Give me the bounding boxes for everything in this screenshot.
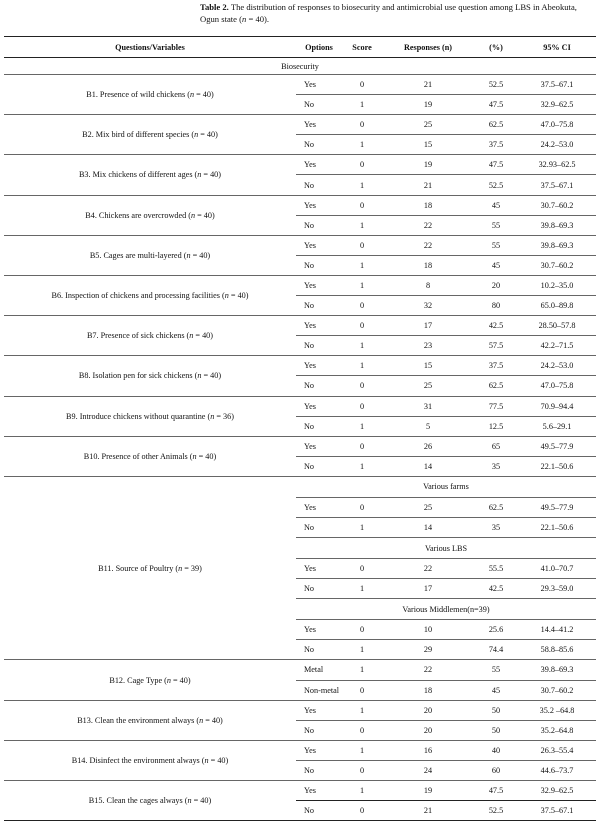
question-label [4,75,296,115]
option-cell: No [296,760,342,780]
responses-cell: 8 [382,275,474,295]
question-n: n [204,755,209,765]
responses-cell: 21 [382,801,474,821]
ci-cell: 22.1–50.6 [518,456,596,476]
ci-cell: 28.50–57.8 [518,316,596,336]
ci-cell: 39.8–69.3 [518,215,596,235]
question-label [4,700,296,740]
question-n-value: = 36) [214,411,234,421]
responses-cell: 10 [382,620,474,640]
question-text: B12. Cage Type ( [109,675,167,685]
option-cell: Yes [296,195,342,215]
score-cell: 0 [342,235,382,255]
percent-cell: 60 [474,760,518,780]
responses-cell: 20 [382,720,474,740]
percent-cell: 77.5 [474,396,518,416]
ci-cell: 35.2 –64.8 [518,700,596,720]
option-cell: Yes [296,115,342,135]
caption-n: n [242,13,247,24]
responses-cell: 16 [382,740,474,760]
responses-cell: 23 [382,336,474,356]
ci-cell: 70.9–94.4 [518,396,596,416]
question-label [4,235,296,275]
percent-cell: 62.5 [474,376,518,396]
percent-cell: 20 [474,275,518,295]
responses-cell: 19 [382,95,474,115]
score-cell: 0 [342,115,382,135]
responses-cell: 22 [382,559,474,579]
ci-cell: 30.7–60.2 [518,255,596,275]
percent-cell: 25.6 [474,620,518,640]
ci-cell: 5.6–29.1 [518,416,596,436]
table-row [4,75,596,95]
question-text: B11. Source of Poultry ( [98,563,179,573]
question-n-value: = 40) [203,715,223,725]
table-row [4,740,596,760]
ci-cell: 49.5–77.9 [518,497,596,517]
question-label [4,115,296,155]
ci-cell: 47.0–75.8 [518,376,596,396]
score-cell: 1 [342,416,382,436]
table-row [4,781,596,801]
score-cell: 1 [342,135,382,155]
score-cell: 1 [342,740,382,760]
table-row [4,356,596,376]
percent-cell: 80 [474,296,518,316]
header-questions: Questions/Variables [4,37,296,58]
table-body [4,58,596,821]
question-n-value: = 40) [208,755,229,765]
ci-cell: 47.0–75.8 [518,115,596,135]
question-text: B14. Disinfect the environment always ( [71,755,205,765]
ci-cell: 65.0–89.8 [518,296,596,316]
question-label [4,396,296,436]
score-cell: 0 [342,760,382,780]
option-cell: Yes [296,700,342,720]
table-row [4,476,596,497]
question-n: n [210,411,215,421]
table-row [4,155,596,175]
option-cell: No [296,579,342,599]
score-cell: 0 [342,720,382,740]
header-responses: Responses (n) [382,37,474,58]
responses-cell: 25 [382,497,474,517]
responses-cell: 32 [382,296,474,316]
percent-cell: 55 [474,660,518,680]
percent-cell: 42.5 [474,579,518,599]
question-label [4,275,296,315]
responses-cell: 19 [382,781,474,801]
score-cell: 0 [342,559,382,579]
option-cell: Yes [296,740,342,760]
score-cell: 0 [342,155,382,175]
percent-cell: 45 [474,680,518,700]
option-cell: Yes [296,235,342,255]
percent-cell: 50 [474,720,518,740]
question-text: B2. Mix bird of different species ( [82,130,195,140]
ci-cell: 22.1–50.6 [518,517,596,537]
ci-cell: 42.2–71.5 [518,336,596,356]
responses-cell: 25 [382,115,474,135]
ci-cell: 44.6–73.7 [518,760,596,780]
score-cell: 0 [342,801,382,821]
header-percent: (%) [474,37,518,58]
responses-cell: 15 [382,356,474,376]
question-n: n [187,796,192,806]
score-cell: 1 [342,660,382,680]
responses-cell: 20 [382,700,474,720]
question-n: n [224,291,229,301]
percent-cell: 35 [474,456,518,476]
question-n: n [178,563,183,573]
responses-cell: 15 [382,135,474,155]
score-cell: 1 [342,640,382,660]
score-cell: 1 [342,336,382,356]
option-cell: No [296,135,342,155]
section-row [4,58,596,75]
question-text: B8. Isolation pen for sick chickens ( [78,371,198,381]
responses-cell: 26 [382,436,474,456]
question-n: n [189,331,194,341]
table-row [4,660,596,680]
option-cell: No [296,720,342,740]
option-cell: No [296,336,342,356]
question-n-value: = 40) [228,291,249,301]
responses-cell: 22 [382,215,474,235]
question-n: n [190,210,196,220]
option-cell: Yes [296,497,342,517]
option-cell: Yes [296,275,342,295]
option-cell: Metal [296,660,342,680]
responses-cell: 17 [382,579,474,599]
ci-cell: 37.5–67.1 [518,801,596,821]
question-text: B3. Mix chickens of different ages ( [78,170,198,180]
percent-cell: 52.5 [474,801,518,821]
option-cell: No [296,456,342,476]
percent-cell: 55 [474,215,518,235]
percent-cell: 47.5 [474,155,518,175]
score-cell: 1 [342,356,382,376]
table-row [4,700,596,720]
question-label [4,356,296,396]
table-row [4,436,596,456]
score-cell: 0 [342,316,382,336]
percent-cell: 65 [474,436,518,456]
option-cell: Yes [296,75,342,95]
table-caption [200,2,596,25]
score-cell: 0 [342,436,382,456]
responses-cell: 14 [382,456,474,476]
header-ci: 95% CI [518,37,596,58]
option-cell: Yes [296,436,342,456]
responses-cell: 31 [382,396,474,416]
responses-cell: 25 [382,376,474,396]
option-cell: No [296,517,342,537]
responses-cell: 19 [382,155,474,175]
question-label [4,781,296,821]
question-n: n [192,451,197,461]
ci-cell: 35.2–64.8 [518,720,596,740]
question-n-value: = 40) [191,796,212,806]
ci-cell: 39.8–69.3 [518,660,596,680]
ci-cell: 32.93–62.5 [518,155,596,175]
group-title: Various farms [296,476,596,497]
ci-cell: 29.3–59.0 [518,579,596,599]
score-cell: 0 [342,75,382,95]
score-cell: 0 [342,195,382,215]
question-n-value: = 39) [182,563,202,573]
table-row [4,275,596,295]
header-row [4,37,596,58]
question-label [4,660,296,700]
question-n: n [199,715,204,725]
ci-cell: 58.8–85.6 [518,640,596,660]
ci-cell: 39.8–69.3 [518,235,596,255]
responses-cell: 5 [382,416,474,436]
percent-cell: 52.5 [474,75,518,95]
ci-cell: 14.4–41.2 [518,620,596,640]
question-label [4,195,296,235]
question-n-value: = 40) [201,371,222,381]
option-cell: No [296,175,342,195]
responses-cell: 14 [382,517,474,537]
option-cell: No [296,416,342,436]
question-label [4,740,296,780]
percent-cell: 42.5 [474,316,518,336]
question-n: n [186,250,191,260]
responses-cell: 21 [382,75,474,95]
results-table [4,36,596,821]
question-n: n [189,90,195,100]
question-n-value: = 40) [196,451,217,461]
option-cell: Yes [296,155,342,175]
score-cell: 0 [342,497,382,517]
table-row [4,195,596,215]
question-text: B7. Presence of sick chickens ( [86,331,190,341]
question-n-value: = 40) [195,210,215,220]
percent-cell: 45 [474,195,518,215]
percent-cell: 62.5 [474,497,518,517]
option-cell: No [296,376,342,396]
responses-cell: 18 [382,680,474,700]
question-text: B6. Inspection of chickens and processing facilities ( [51,291,225,301]
score-cell: 0 [342,396,382,416]
responses-cell: 18 [382,255,474,275]
score-cell: 0 [342,296,382,316]
question-n-value: = 40) [170,675,191,685]
percent-cell: 47.5 [474,95,518,115]
question-n: n [197,170,202,180]
question-n-value: = 40) [194,90,214,100]
option-cell: No [296,255,342,275]
question-n: n [197,371,202,381]
ci-cell: 10.2–35.0 [518,275,596,295]
ci-cell: 30.7–60.2 [518,195,596,215]
responses-cell: 24 [382,760,474,780]
header-score: Score [342,37,382,58]
percent-cell: 74.4 [474,640,518,660]
table-row [4,115,596,135]
question-n-value: = 40) [198,130,218,140]
percent-cell: 55 [474,235,518,255]
caption-n-value: = 40). [246,13,270,24]
percent-cell: 45 [474,255,518,275]
option-cell: No [296,95,342,115]
group-title: Various Middlemen(n=39) [296,599,596,620]
table-row [4,235,596,255]
score-cell: 0 [342,680,382,700]
table-label: Table 2. [200,2,229,12]
question-text: B10. Presence of other Animals ( [83,451,193,461]
question-label [4,476,296,660]
percent-cell: 50 [474,700,518,720]
caption-text: The distribution of responses to biosecurity and antimicrobial use question among LBS in Abeokuta, Ogun state ( [200,2,577,24]
option-cell: No [296,296,342,316]
ci-cell: 41.0–70.7 [518,559,596,579]
ci-cell: 30.7–60.2 [518,680,596,700]
header-options: Options [296,37,342,58]
option-cell: Yes [296,396,342,416]
percent-cell: 40 [474,740,518,760]
percent-cell: 12.5 [474,416,518,436]
option-cell: No [296,801,342,821]
question-text: B15. Clean the cages always ( [88,796,188,806]
option-cell: Yes [296,559,342,579]
score-cell: 1 [342,456,382,476]
question-label [4,436,296,476]
option-cell: Yes [296,781,342,801]
question-n: n [194,130,199,140]
percent-cell: 55.5 [474,559,518,579]
table-row [4,396,596,416]
ci-cell: 37.5–67.1 [518,75,596,95]
score-cell: 1 [342,275,382,295]
score-cell: 0 [342,376,382,396]
ci-cell: 37.5–67.1 [518,175,596,195]
question-n-value: = 40) [201,170,222,180]
score-cell: 1 [342,215,382,235]
section-title: Biosecurity [4,58,596,75]
score-cell: 1 [342,781,382,801]
responses-cell: 22 [382,235,474,255]
score-cell: 1 [342,579,382,599]
score-cell: 0 [342,620,382,640]
responses-cell: 21 [382,175,474,195]
ci-cell: 32.9–62.5 [518,95,596,115]
percent-cell: 52.5 [474,175,518,195]
option-cell: No [296,215,342,235]
option-cell: Non-metal [296,680,342,700]
ci-cell: 32.9–62.5 [518,781,596,801]
question-n-value: = 40) [190,250,211,260]
option-cell: Yes [296,316,342,336]
group-title: Various LBS [296,538,596,559]
question-text: B4. Chickens are overcrowded ( [85,210,191,220]
responses-cell: 29 [382,640,474,660]
ci-cell: 24.2–53.0 [518,356,596,376]
question-text: B13. Clean the environment always ( [77,715,200,725]
question-text: B1. Presence of wild chickens ( [86,90,190,100]
option-cell: No [296,640,342,660]
score-cell: 1 [342,175,382,195]
score-cell: 1 [342,95,382,115]
score-cell: 1 [342,700,382,720]
percent-cell: 35 [474,517,518,537]
question-label [4,316,296,356]
percent-cell: 37.5 [474,135,518,155]
option-cell: Yes [296,356,342,376]
question-text: B9. Introduce chickens without quarantine ( [66,411,211,421]
percent-cell: 57.5 [474,336,518,356]
percent-cell: 37.5 [474,356,518,376]
ci-cell: 26.3–55.4 [518,740,596,760]
responses-cell: 17 [382,316,474,336]
score-cell: 1 [342,517,382,537]
option-cell: Yes [296,620,342,640]
score-cell: 1 [342,255,382,275]
question-n: n [166,675,171,685]
table-row [4,316,596,336]
question-text: B5. Cages are multi-layered ( [89,250,187,260]
ci-cell: 49.5–77.9 [518,436,596,456]
ci-cell: 24.2–53.0 [518,135,596,155]
percent-cell: 47.5 [474,781,518,801]
question-label [4,155,296,195]
responses-cell: 18 [382,195,474,215]
percent-cell: 62.5 [474,115,518,135]
responses-cell: 22 [382,660,474,680]
question-n-value: = 40) [193,331,214,341]
